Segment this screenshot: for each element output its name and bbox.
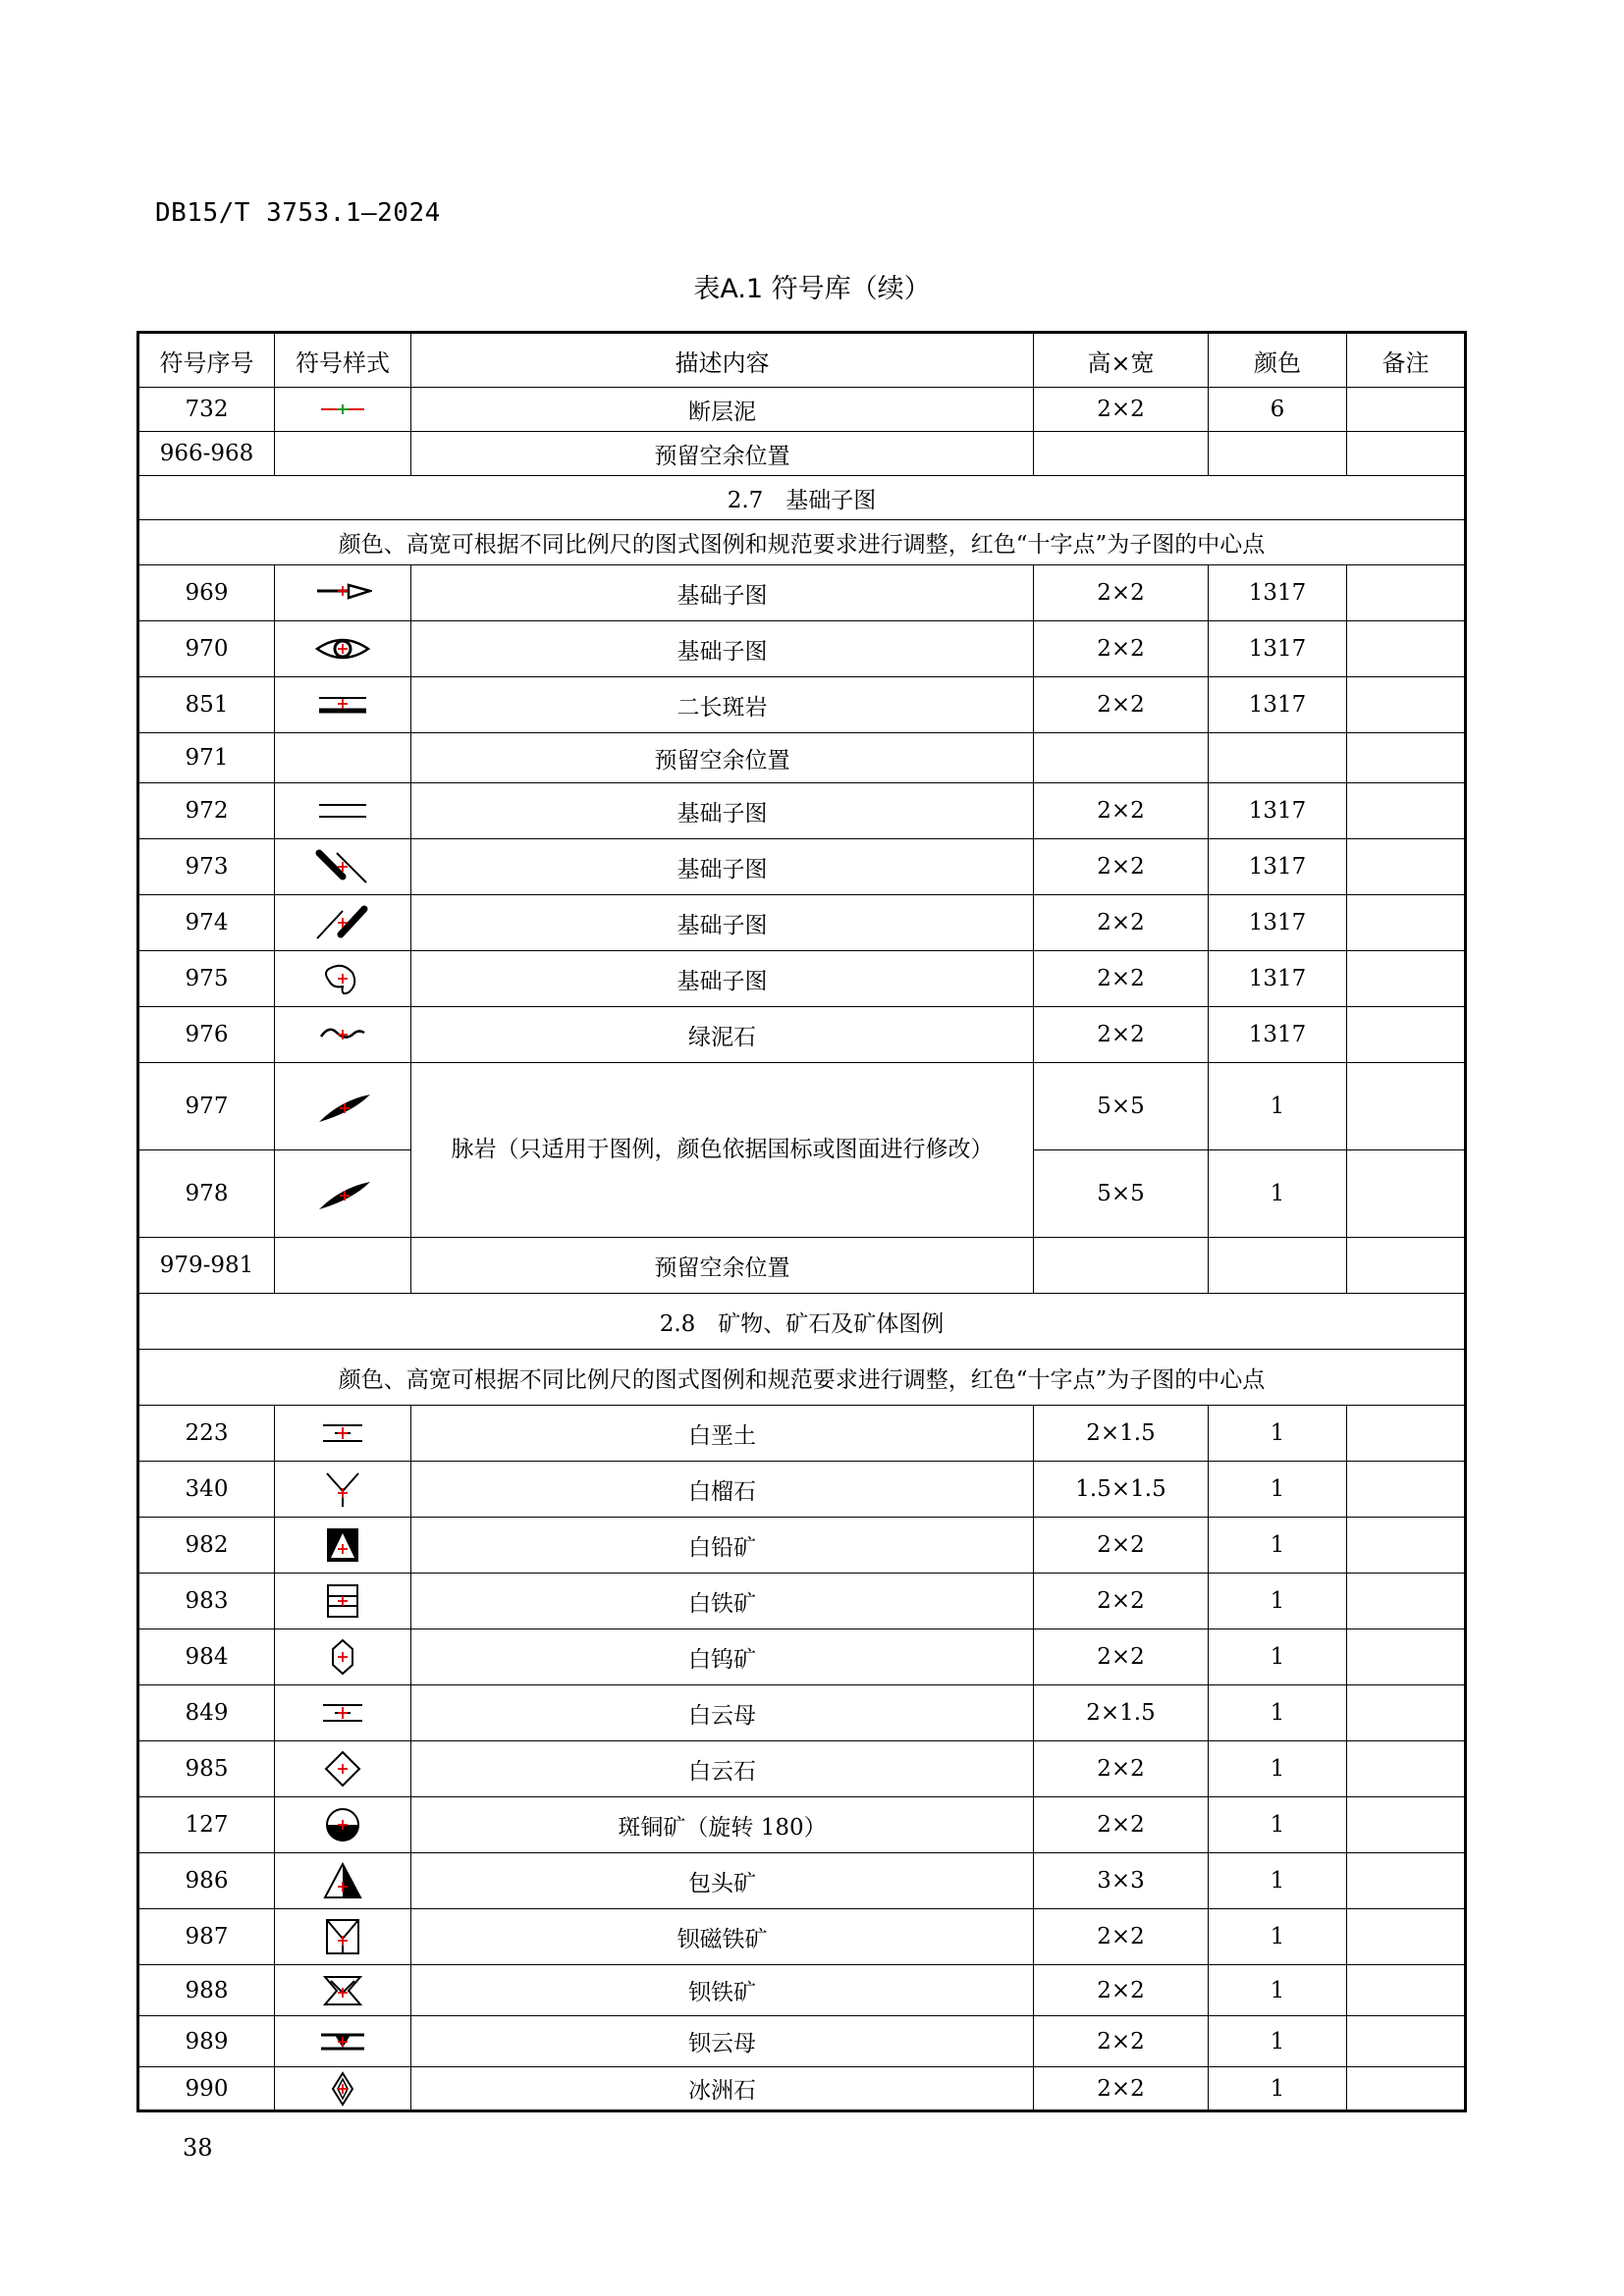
cell-color [1209, 1238, 1347, 1294]
double-bar-icon [275, 685, 410, 724]
half-triangle-icon [275, 1861, 410, 1900]
vein-icon [275, 1087, 410, 1126]
diag-down-icon [275, 847, 410, 886]
cell-id: 984 [138, 1629, 275, 1685]
cell-symbol [275, 677, 411, 733]
cell-size: 2×2 [1034, 1909, 1209, 1965]
cell-remark [1347, 432, 1466, 476]
cell-id: 971 [138, 733, 275, 783]
cell-size: 2×2 [1034, 2016, 1209, 2067]
line-triangle-icon [275, 573, 410, 613]
table-row [138, 432, 1466, 476]
cell-description: 基础子图 [411, 951, 1034, 1007]
cell-symbol [275, 1685, 411, 1741]
cell-color: 1317 [1209, 783, 1347, 839]
fault-mud-icon [275, 390, 410, 429]
cell-id: 974 [138, 895, 275, 951]
square-lines-icon [275, 1581, 410, 1621]
cell-size: 2×2 [1034, 1629, 1209, 1685]
cell-color: 1317 [1209, 677, 1347, 733]
cell-size [1034, 1238, 1209, 1294]
cell-remark [1347, 733, 1466, 783]
table-header-row [138, 333, 1466, 388]
cell-size [1034, 733, 1209, 783]
cell-color: 1 [1209, 1518, 1347, 1574]
filled-triangle-square-icon [275, 1525, 410, 1565]
y-fork-icon [275, 1469, 410, 1509]
hourglass-icon [275, 1971, 410, 2010]
section-heading-row [138, 1294, 1466, 1350]
cell-description: 白榴石 [411, 1462, 1034, 1518]
cell-id: 849 [138, 1685, 275, 1741]
table-row [138, 1909, 1466, 1965]
cell-symbol [275, 565, 411, 621]
col-header-size: 高×宽 [1034, 333, 1209, 388]
col-header-description: 描述内容 [411, 333, 1034, 388]
section-note-row [138, 1350, 1466, 1406]
cell-symbol [275, 839, 411, 895]
cell-size: 2×2 [1034, 839, 1209, 895]
cell-symbol [275, 951, 411, 1007]
cell-description: 基础子图 [411, 621, 1034, 677]
table-row [138, 1853, 1466, 1909]
cell-description: 基础子图 [411, 565, 1034, 621]
cell-remark [1347, 1406, 1466, 1462]
cell-id: 989 [138, 2016, 275, 2067]
section-heading: 2.7 基础子图 [138, 476, 1466, 520]
cell-color: 1 [1209, 1150, 1347, 1238]
cell-symbol [275, 1629, 411, 1685]
cell-size: 2×2 [1034, 1518, 1209, 1574]
cell-id: 972 [138, 783, 275, 839]
cell-size: 2×2 [1034, 677, 1209, 733]
table-row [138, 2067, 1466, 2111]
table-row [138, 1797, 1466, 1853]
cell-symbol [275, 1965, 411, 2016]
table-title: 表A.1 符号库（续） [693, 274, 931, 304]
cell-symbol [275, 1063, 411, 1150]
cell-size: 2×2 [1034, 1741, 1209, 1797]
table-row [138, 1574, 1466, 1629]
cell-description: 基础子图 [411, 895, 1034, 951]
eye-icon [275, 629, 410, 668]
cell-id: 340 [138, 1462, 275, 1518]
cell-color: 1 [1209, 2067, 1347, 2111]
cell-symbol [275, 1462, 411, 1518]
cell-id: 985 [138, 1741, 275, 1797]
table-row [138, 1238, 1466, 1294]
cell-id: 127 [138, 1797, 275, 1853]
cell-remark [1347, 621, 1466, 677]
page-number: 38 [183, 2134, 213, 2162]
cell-id: 970 [138, 621, 275, 677]
cell-remark [1347, 1150, 1466, 1238]
cell-color: 1 [1209, 1462, 1347, 1518]
cell-description: 脉岩（只适用于图例，颜色依据国标或图面进行修改） [411, 1063, 1034, 1238]
cell-size: 2×2 [1034, 895, 1209, 951]
symbol-table [136, 331, 1467, 2112]
col-header-id: 符号序号 [138, 333, 275, 388]
section-heading: 2.8 矿物、矿石及矿体图例 [138, 1294, 1466, 1350]
bar-v-icon [275, 2022, 410, 2061]
cell-description: 二长斑岩 [411, 677, 1034, 733]
cell-remark [1347, 1462, 1466, 1518]
cell-size: 5×5 [1034, 1150, 1209, 1238]
cell-description: 基础子图 [411, 839, 1034, 895]
table-row [138, 677, 1466, 733]
table-row [138, 783, 1466, 839]
cell-size: 5×5 [1034, 1063, 1209, 1150]
cell-remark [1347, 2067, 1466, 2111]
cell-color: 1 [1209, 1629, 1347, 1685]
bar-cross-icon [275, 1414, 410, 1453]
cell-id: 732 [138, 388, 275, 432]
table-row [138, 1462, 1466, 1518]
cell-remark [1347, 1797, 1466, 1853]
cell-symbol [275, 621, 411, 677]
col-header-remark: 备注 [1347, 333, 1466, 388]
cell-description: 白铅矿 [411, 1518, 1034, 1574]
cell-color: 6 [1209, 388, 1347, 432]
cell-description: 绿泥石 [411, 1007, 1034, 1063]
cell-size: 2×2 [1034, 1574, 1209, 1629]
cell-id: 969 [138, 565, 275, 621]
blob-icon [275, 959, 410, 998]
cell-id: 988 [138, 1965, 275, 2016]
cell-color: 1 [1209, 1797, 1347, 1853]
cell-color: 1317 [1209, 565, 1347, 621]
cell-color: 1317 [1209, 839, 1347, 895]
table-row [138, 1518, 1466, 1574]
cell-size: 2×2 [1034, 1965, 1209, 2016]
two-lines-icon [275, 791, 410, 830]
table-row [138, 895, 1466, 951]
cell-description: 钡磁铁矿 [411, 1909, 1034, 1965]
wave-icon [275, 1015, 410, 1054]
cell-id: 223 [138, 1406, 275, 1462]
cell-id: 990 [138, 2067, 275, 2111]
table-row [138, 1965, 1466, 2016]
cell-color: 1 [1209, 1406, 1347, 1462]
cell-symbol [275, 2067, 411, 2111]
cell-description: 白云石 [411, 1741, 1034, 1797]
cell-symbol [275, 1797, 411, 1853]
cell-color: 1 [1209, 1965, 1347, 2016]
cell-remark [1347, 1238, 1466, 1294]
cell-color: 1317 [1209, 621, 1347, 677]
cell-remark [1347, 1853, 1466, 1909]
col-header-color: 颜色 [1209, 333, 1347, 388]
cell-size: 1.5×1.5 [1034, 1462, 1209, 1518]
cell-remark [1347, 1909, 1466, 1965]
cell-remark [1347, 1685, 1466, 1741]
table-row [138, 1007, 1466, 1063]
cell-size: 2×2 [1034, 621, 1209, 677]
table-row [138, 951, 1466, 1007]
half-circle-icon [275, 1805, 410, 1844]
section-heading-row [138, 476, 1466, 520]
cell-id: 975 [138, 951, 275, 1007]
cell-color: 1 [1209, 1685, 1347, 1741]
cell-id: 979-981 [138, 1238, 275, 1294]
cell-id: 966-968 [138, 432, 275, 476]
cell-id: 977 [138, 1063, 275, 1150]
cell-symbol [275, 2016, 411, 2067]
cell-symbol [275, 895, 411, 951]
cell-symbol [275, 1909, 411, 1965]
cell-symbol [275, 1741, 411, 1797]
cell-remark [1347, 388, 1466, 432]
cell-size: 2×2 [1034, 951, 1209, 1007]
col-header-style: 符号样式 [275, 333, 411, 388]
cell-size: 3×3 [1034, 1853, 1209, 1909]
cell-id: 987 [138, 1909, 275, 1965]
cell-size: 2×2 [1034, 1007, 1209, 1063]
cell-symbol [275, 1574, 411, 1629]
cell-color: 1 [1209, 1063, 1347, 1150]
cell-symbol [275, 783, 411, 839]
cell-description: 断层泥 [411, 388, 1034, 432]
cell-id: 983 [138, 1574, 275, 1629]
cell-id: 978 [138, 1150, 275, 1238]
cell-remark [1347, 565, 1466, 621]
cell-remark [1347, 1007, 1466, 1063]
cell-remark [1347, 2016, 1466, 2067]
table-row [138, 621, 1466, 677]
cell-remark [1347, 839, 1466, 895]
bar-cross-icon [275, 1693, 410, 1733]
cell-size: 2×2 [1034, 783, 1209, 839]
cell-description: 白垩土 [411, 1406, 1034, 1462]
cell-symbol [275, 1150, 411, 1238]
hexagon-icon [275, 1637, 410, 1677]
cell-description: 预留空余位置 [411, 733, 1034, 783]
cell-color: 1 [1209, 1909, 1347, 1965]
cell-symbol [275, 432, 411, 476]
cell-description: 包头矿 [411, 1853, 1034, 1909]
cell-description: 预留空余位置 [411, 1238, 1034, 1294]
cell-description: 白云母 [411, 1685, 1034, 1741]
cell-size: 2×2 [1034, 388, 1209, 432]
table-row [138, 565, 1466, 621]
cell-symbol [275, 1238, 411, 1294]
cell-color: 1 [1209, 2016, 1347, 2067]
section-note-row [138, 520, 1466, 565]
cell-symbol [275, 388, 411, 432]
cell-symbol [275, 733, 411, 783]
cell-remark [1347, 1629, 1466, 1685]
table-row [138, 2016, 1466, 2067]
cell-description: 预留空余位置 [411, 432, 1034, 476]
vein-icon [275, 1174, 410, 1213]
cell-id: 976 [138, 1007, 275, 1063]
cell-symbol [275, 1518, 411, 1574]
table-row [138, 1063, 1466, 1150]
table-row [138, 388, 1466, 432]
cell-remark [1347, 895, 1466, 951]
cell-size: 2×1.5 [1034, 1685, 1209, 1741]
cell-remark [1347, 1063, 1466, 1150]
cell-size [1034, 432, 1209, 476]
table-row [138, 1629, 1466, 1685]
table-row [138, 733, 1466, 783]
cell-remark [1347, 1741, 1466, 1797]
section-note: 颜色、高宽可根据不同比例尺的图式图例和规范要求进行调整，红色“十字点”为子图的中心点 [138, 1350, 1466, 1406]
cell-color: 1317 [1209, 895, 1347, 951]
cell-id: 851 [138, 677, 275, 733]
diag-up-icon [275, 903, 410, 942]
cell-color [1209, 733, 1347, 783]
cell-color [1209, 432, 1347, 476]
square-v-icon [275, 1917, 410, 1956]
table-row [138, 1406, 1466, 1462]
cell-description: 钡铁矿 [411, 1965, 1034, 2016]
cell-symbol [275, 1853, 411, 1909]
cell-description: 白铁矿 [411, 1574, 1034, 1629]
diamond-icon [275, 1749, 410, 1789]
cell-color: 1 [1209, 1574, 1347, 1629]
cell-description: 斑铜矿（旋转 180） [411, 1797, 1034, 1853]
cell-size: 2×1.5 [1034, 1406, 1209, 1462]
cell-color: 1 [1209, 1853, 1347, 1909]
cell-color: 1317 [1209, 1007, 1347, 1063]
cell-id: 982 [138, 1518, 275, 1574]
cell-symbol [275, 1406, 411, 1462]
cell-description: 钡云母 [411, 2016, 1034, 2067]
cell-description: 冰洲石 [411, 2067, 1034, 2111]
cell-remark [1347, 951, 1466, 1007]
cell-remark [1347, 1965, 1466, 2016]
cell-id: 986 [138, 1853, 275, 1909]
cell-symbol [275, 1007, 411, 1063]
document-code: DB15/T 3753.1—2024 [155, 198, 441, 228]
cell-id: 973 [138, 839, 275, 895]
cell-description: 白钨矿 [411, 1629, 1034, 1685]
table-row [138, 1741, 1466, 1797]
table-row [138, 839, 1466, 895]
cell-remark [1347, 1518, 1466, 1574]
cell-size: 2×2 [1034, 565, 1209, 621]
cell-description: 基础子图 [411, 783, 1034, 839]
cell-size: 2×2 [1034, 1797, 1209, 1853]
cell-color: 1317 [1209, 951, 1347, 1007]
cell-remark [1347, 677, 1466, 733]
cell-remark [1347, 783, 1466, 839]
small-diamond-icon [275, 2069, 410, 2109]
cell-color: 1 [1209, 1741, 1347, 1797]
section-note: 颜色、高宽可根据不同比例尺的图式图例和规范要求进行调整，红色“十字点”为子图的中心点 [138, 520, 1466, 565]
cell-remark [1347, 1574, 1466, 1629]
cell-size: 2×2 [1034, 2067, 1209, 2111]
table-row [138, 1685, 1466, 1741]
